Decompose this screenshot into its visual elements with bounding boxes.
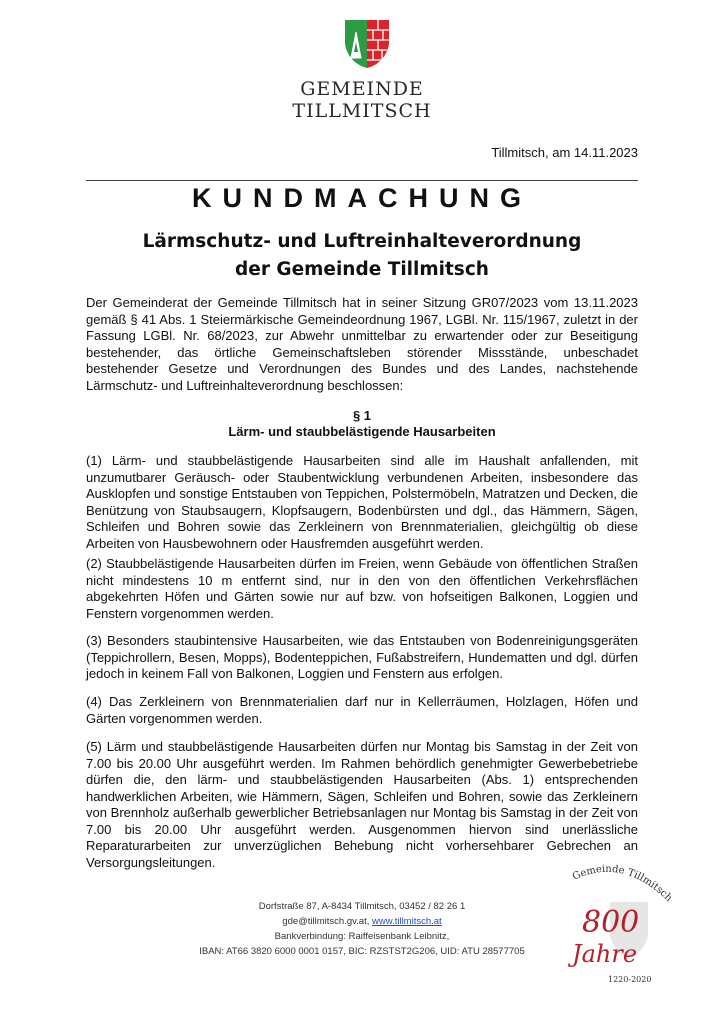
intro-paragraph: Der Gemeinderat der Gemeinde Tillmitsch hat in seiner Sitzung GR07/2023 vom 13.11.2023 gemäß § 41 Abs. 1 Steiermärkische Gemeindeordnung 1967, LGBl. Nr. 115/1967, zuletzt in der Fassung LGBl. Nr. 68/2023, zur Abwehr unmittelbar zu erwartender oder zur Beseitigung bestehender, das örtliche Gemeinschaftsleben störender Missstände, unbeschadet bestehender Gesetze und Verordnungen des Bundes und des Landes, nachstehende Lärmschutz- und Luftreinhalteverordnung beschlossen:	[86, 295, 638, 393]
municipality-crest-logo	[343, 18, 391, 70]
section-number: § 1	[352, 408, 372, 423]
document-subtitle-line2: der Gemeinde Tillmitsch	[235, 259, 489, 280]
document-title: KUNDMACHUNG	[192, 183, 532, 213]
header-divider	[86, 180, 638, 181]
jubilee-emblem	[562, 858, 692, 988]
footer-ids: IBAN: AT66 3820 6000 0001 0157, BIC: RZSTST2G206, UID: ATU 28577705	[199, 946, 525, 957]
footer-address: Dorfstraße 87, A-8434 Tillmitsch, 03452 / 82 26 1	[258, 901, 466, 912]
jubilee-years: 1220-2020	[608, 975, 652, 984]
paragraph-4: (4) Das Zerkleinern von Brennmaterialien darf nur in Kellerräumen, Holzlagen, Höfen und Gärten vorgenommen werden.	[86, 694, 638, 726]
section-title: Lärm- und staubbelästigende Hausarbeiten	[228, 424, 496, 439]
footer-bank: Bankverbindung: Raiffeisenbank Leibnitz,	[274, 931, 450, 942]
footer-contact	[140, 914, 584, 929]
municipality-name-line1: GEMEINDE	[300, 78, 424, 100]
paragraph-2: (2) Staubbelästigende Hausarbeiten dürfen im Freien, wenn Gebäude von öffentlichen Straßen nicht mindestens 10 m entfernt sind, nur in den von den öffentlichen Verkehrsflächen abgekehrten Höfen und Gärten sowie nur auf bzw. von hofseitigen Balkonen, Loggien und Fenstern vorgenommen werden.	[86, 556, 638, 621]
document-subtitle-line1: Lärmschutz- und Luftreinhalteverordnung	[142, 231, 582, 252]
place-date: Tillmitsch, am 14.11.2023	[491, 145, 638, 160]
footer-website-link[interactable]: www.tillmitsch.at	[372, 916, 442, 927]
jubilee-arc-text: Gemeinde Tillmitsch	[570, 863, 675, 905]
paragraph-1: (1) Lärm- und staubbelästigende Hausarbeiten sind alle im Haushalt anfallenden, mit unzumutbarer Geräusch- oder Staubentwicklung verbundenen Arbeiten, insbesondere das Ausklopfen und sonstige Entstauben von Teppichen, Polstermöbeln, Matratzen und Decken, die Benützung von Staubsaugern, Klopfsaugern, Bodenbürsten und dgl., das Hämmern, Sägen, Schleifen und Bohren sowie das Zerkleinern von Brennmaterialien, gleichgültig ob diese Arbeiten von Hausbewohnern oder Hausfremden ausgeführt werden.	[86, 453, 638, 551]
municipality-name-line2: TILLMITSCH	[292, 100, 432, 122]
paragraph-5: (5) Lärm und staubbelästigende Hausarbeiten dürfen nur Montag bis Samstag in der Zeit von 7.00 bis 20.00 Uhr ausgeführt werden. Im Rahmen behördlich genehmigter Gewerbebetriebe dürfen die, den lärm- und staubbelästigenden Hausarbeiten (Abs. 1) entsprechenden handwerklichen Arbeiten, wie Hämmern, Sägen, Schleifen und Bohren, sowie das Zerkleinern von Brennholz außerhalb gewerblicher Betriebsanlagen nur Montag bis Samstag in der Zeit von 7.00 bis 20.00 Uhr ausgeführt werden. Ausgenommen hiervon sind unerlässliche Reparaturarbeiten zur unverzüglichen Behebung nicht vorhersehbarer Gebrechen an Versorgungsleitungen.	[86, 739, 638, 870]
footer-email[interactable]: gde@tillmitsch.gv.at,	[282, 916, 370, 927]
jubilee-number: 800	[582, 905, 640, 940]
jubilee-word: Jahre	[572, 940, 638, 968]
paragraph-3: (3) Besonders staubintensive Hausarbeiten, wie das Entstauben von Bodenreinigungsgeräten (Teppichrollern, Besen, Mopps), Bodenteppichen, Fußabstreifern, Hundematten und dgl. dürfen jedoch in keinem Fall von Balkonen, Loggien und Fenstern aus erfolgen.	[86, 633, 638, 681]
